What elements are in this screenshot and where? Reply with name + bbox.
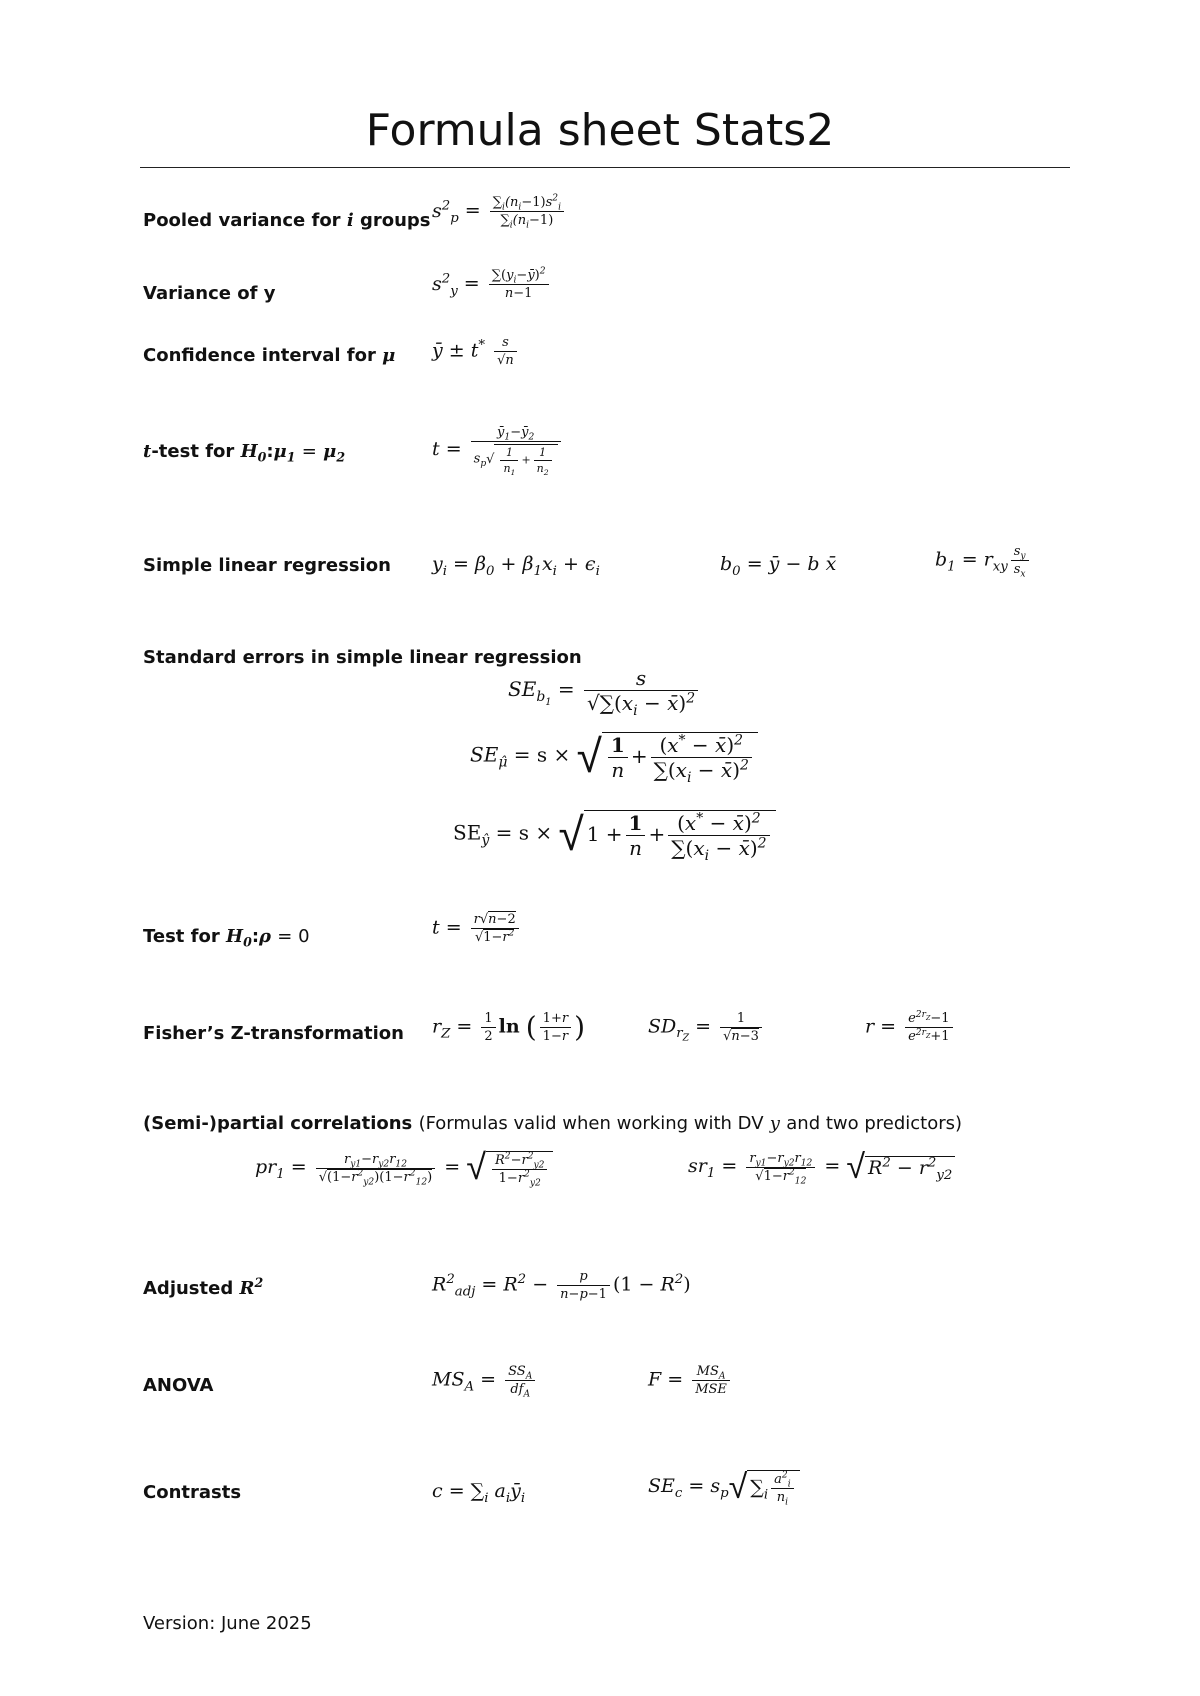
label-simple-lr: Simple linear regression [143, 555, 391, 576]
formula-anova-f: F = $MS_A$ MSE [648, 1365, 733, 1396]
label-fisher: Fisher’s Z-transformation [143, 1023, 404, 1044]
formula-fisher-sd: $SD_{r_Z}$ = $\frac{1}{√n-3}$ [648, 1012, 765, 1043]
formula-t-test: t = $ȳ_1-ȳ_2$ $s_p√$ $\frac{1}{n_1}$ + $\frac{1}{n_2}$ [432, 426, 564, 474]
page-title: Formula sheet Stats2 [365, 105, 835, 156]
version-footer: Version: June 2025 [143, 1613, 312, 1634]
label-adj-r2: Adjusted $R^2$ [143, 1275, 264, 1299]
label-semipartial: (Semi-)partial correlations (Formulas valid when working with DV y and two predictors) [143, 1113, 963, 1134]
formula-semipartial-corr: $sr_1$ = $\frac{r_{y1}-r_{y2}r_{12}}{√1-r^2_{12}}$ = √ $R^2 - r^2_{y2}$ [688, 1150, 955, 1184]
label-variance-y: Variance of y [143, 283, 276, 304]
formula-contrast-c: $c = \sum_i$ $a_iȳ_i$ [432, 1480, 526, 1506]
formula-anova-msa: $MS_A$ = $SS_A$ $df_A$ [432, 1365, 538, 1396]
formula-partial-corr: $pr_1$ = $\frac{r_{y1}-r_{y2}r_{12}}{√(1-r^2_{y2})(1-r^2_{12})}$ = √ $\frac{R^2-r^2_{y2}}{1-r^2_{y2}}$ [255, 1150, 553, 1186]
formula-ci-mu: ȳ ± t* $\frac{s}{√n}$ [432, 336, 520, 367]
label-se-slr: Standard errors in simple linear regression [143, 647, 582, 668]
formula-se-b1: $SE_{b_1}$ = $\frac{s}{√\sum(x_i - x̄)^2}$ [508, 668, 701, 713]
label-t-test: t-test for $H_0:\mu_1 = \mu_2$ [143, 441, 346, 465]
label-ci-mu: Confidence interval for μ [143, 345, 396, 366]
formula-slr-b1: $b_1 = r_{xy}$ $\frac{s_y}{s_x}$ [935, 545, 1032, 576]
formula-slr-b0: $b_0$ = ȳ − b x̄ [720, 553, 837, 579]
formula-slr-model: $y_i = \beta_0 + \beta_1x_i + \epsilon_i$ [432, 553, 600, 579]
title-divider [140, 167, 1070, 168]
label-contrasts: Contrasts [143, 1482, 242, 1503]
formula-fisher-rz: $r_Z$ = $\frac{1}{2}$ ln ( $\frac{1+r}{1-r}$ ) [432, 1010, 585, 1044]
formula-variance-y: $s^2_y$ = $\frac{\sum(y_i-ȳ)^2}{n-1}$ [432, 269, 552, 300]
label-anova: ANOVA [143, 1375, 214, 1396]
formula-se-mu-hat: $SE_{\mû} = s$ × √ $\frac{1}{n}$ + $\frac{(x^* - x̄)^2}{\sum(x_i - x̄)^2}$ [470, 732, 758, 780]
label-pooled-variance: Pooled variance for i groups [143, 210, 431, 231]
formula-se-y-hat: $SE_ŷ = s$ × √ 1 + $\frac{1}{n}$ + $\frac{(x^* - x̄)^2}{\sum(x_i - x̄)^2}$ [453, 810, 776, 858]
formula-fisher-inverse: r = $\frac{e^{2r_Z}-1}{e^{2r_Z}+1}$ [865, 1012, 956, 1043]
formula-test-rho: t = $\frac{r√n-2}{√1-r^2}$ [432, 913, 522, 944]
formula-pooled-variance: $s^2_p$ = $\frac{\sum_i(n_i-1)s^2_i}{\sum_i(n_i-1)}$ [432, 196, 567, 227]
formula-adj-r2: $R^2_{adj} = R^2$ − $\frac{p}{n-p-1}$ $(1 - R^2)$ [432, 1269, 691, 1302]
formula-contrast-se: $SE_c = s_p√$ $\sum_i$ $\frac{a^2_i}{n_i}$ [648, 1470, 800, 1504]
label-test-rho: Test for $H_0:\rho = 0$ [143, 926, 310, 950]
